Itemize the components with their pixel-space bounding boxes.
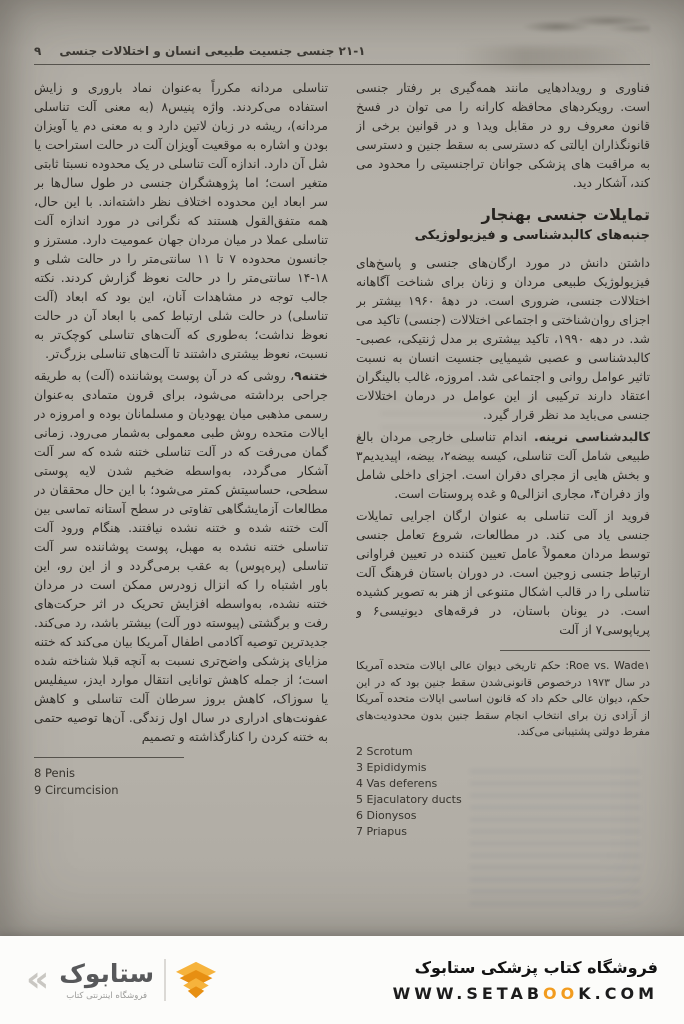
section-subheading: جنبه‌های کالبدشناسی و فیزیولوژیکی [414,228,650,243]
page-body [0,65,684,921]
footnote-text: Roe vs. Wade۱: حکم تاریخی دیوان عالی ایالات متحده آمریکا در سال ۱۹۷۳ درخصوص قانونی‌شدن سقط جنین بود که در این حکم، دیوان عالی حکم داد که قانون اساسی ایالات متحده آمریکا از آزادی زن برای انتخاب انجام سقط جنین بدون محدودیت‌های مفرط دولتی پشتیبانی می‌کند. [356,659,650,738]
page-number: ۹ [34,44,42,58]
brand-tagline: فروشگاه اینترنتی کتاب [66,991,148,1001]
paragraph: فناوری و رویدادهایی مانند همه‌گیری بر رفتار جنسی است. رویکردهای محافظه کارانه را می توان در فسخ قانون معروف رو در مقابل وید۱ و در قوانین برخی از قانونگذاران ایالتی که دسترسی به سقط جنین و دسترسی به مراقبت های پزشکی جوانان تراجنسیتی را محدود می کند، آشکار دید. [356,81,650,190]
scan-scribble-artifact [520,8,650,42]
paragraph-lead: کالبدشناسی نرینه. [526,430,650,444]
paragraph-lead: ختنه۹ [294,369,328,383]
page-header [34,44,650,58]
url-prefix: WWW.SETAB [392,983,544,1003]
footnote-item: 8 Penis [34,766,76,780]
chapter-title: ۲۱-۱ جنسی جنسیت طبیعی انسان و اختلالات جنسی [59,44,366,58]
footnote-item: 2 Scrotum [356,744,413,758]
paragraph [356,428,650,504]
footnote-list [34,765,328,799]
footnote-item: 7 Priapus [356,824,407,838]
paragraph: فروید از آلت تناسلی به عنوان ارگان اجرایی تمایلات جنسی یاد می کند. در مطالعات، شروع تعامل جنسی توسط مردان معمولاً عامل تعیین کننده در تعیین فراوانی ارتباط جنسی زوجین است. در دوران باستان فرهنگ آلت تناسلی را در قالب اشکال متنوعی از هنر به تصویر کشیده است. در یونان باستان، در فرقه‌های دیونیسی۶ و پریاپوسی۷ از آلت [356,509,650,637]
divider [164,959,166,1001]
setabook-logo-icon [176,961,216,999]
double-chevron-icon: « [26,958,50,1000]
paragraph-text: ، روشی که در آن پوست پوشاننده (آلت) به طریقه جراحی برداشته می‌شود، برای قرون متمادی به‌عنوان رسمی مذهبی میان یهودیان و مسلمانان بوده و امروزه در ایالات متحده روش طبی معمولی به‌شمار می‌رود. زمانی گمان می‌رفت که در آلت تناسلی ختنه شده که سر آلت آشکار می‌گردد، به‌واسطه ضخیم شدن لایه پوستی سطحی، حساسیتش کمتر می‌شود؛ با این حال محققان در مطالعات آزمایشگاهی تفاوتی در سطح آستانه تماسی بین آلت ختنه شده و ختنه نشده نیافتند. هنگام ورود آلت تناسلی ختنه نشده به مهبل، پوست پوشاننده سر آلت تناسلی (پره‌پوس) به عقب برمی‌گردد و از این رو، این باور اشتباه را که انزال زودرس ممکن است در مردان ختنه نشده، به‌واسطه افزایش تحریک در اثر حرکت‌های رفت و برگشتی (پیوسته دور آلت) بیشتر باشد، رد می‌کند. جدیدترین توصیه آکادمی اطفال آمریکا بیان می‌کند که ختنه مزایای پزشکی واضح‌تری نسبت به آنچه قبلا شناخته شده است؛ از جمله کاهش توانایی انتقال موارد ایدز، سیفلیس یا سوزاک، کاهش بروز سرطان آلت تناسلی و کاهش عفونت‌های ادراری در سال اول زندگی. آن‌ها توصیه حتمی به ختنه کردن را کنارگذاشته و تصمیم [34,369,328,744]
store-url [393,984,658,1003]
url-accent: OO [543,983,579,1003]
footnote-separator [500,650,650,651]
setabook-brand [26,959,216,1001]
publisher-footer [0,936,684,1024]
footnote-item: 4 Vas deferens [356,776,438,790]
footnote-item: 5 Ejaculatory ducts [356,792,462,806]
store-title: فروشگاه کتاب پزشکی ستابوک [414,957,658,977]
footnote-item: 6 Dionysos [356,808,417,822]
column-left [34,79,328,921]
footnote-item: 9 Circumcision [34,783,119,797]
column-right [356,79,650,921]
footnote-item: 3 Epididymis [356,760,427,774]
brand-wordmark [59,959,154,1001]
paragraph-text: اندام تناسلی خارجی مردان بالغ طبیعی شامل آلت تناسلی، کیسه بیضه۲، بیضه، اپیدیدیم۳ و بخش هایی از مجرای دفران است. اجزای داخلی شامل واز دفران۴، مجاری انزالی۵ و غده پروستات است. [356,430,650,501]
paragraph [34,367,328,747]
url-suffix: K.COM [578,983,658,1003]
brand-name: ستابوک [59,959,155,988]
footnote-list [356,744,650,840]
section-heading: تمایلات جنسی بهنجار [481,205,650,224]
paragraph: داشتن دانش در مورد ارگان‌های جنسی و پاسخ‌های فیزیولوژیک طبیعی مردان و زنان برای شناخت آگاهانه اختلالات جنسی، ضروری است. در دهۀ ۱۹۶۰ بیشتر بر اجزای روان‌شناختی و اجتماعی اختلالات (جنسی) تاکید می شد. در دهه ۱۹۹۰، تاکید بیشتری بر مدل ژنتیکی، عصبی-کالبدشناسی و عصبی شیمیایی جنسیت انسان به نسبت تاثیر عوامل روانی و اجتماعی شد. امروزه، غالب بالینگران اعتقاد دارند ترکیبی از این عوامل در درمان اختلالات جنسی می‌باید مد نظر قرار گیرد. [356,256,650,422]
store-info [393,958,658,1003]
paragraph: تناسلی مردانه مکرراً به‌عنوان نماد باروری و زایش استفاده می‌کردند. واژه پنیس۸ (به معنی آلت تناسلی مردانه)، ریشه در زبان لاتین دارد و به معنی دم یا آویزان بودن و اشاره به موقعیت آویزان آلت در حالت استراحت یا شل آن دارد. اندازه آلت تناسلی در یک محدوده نسبتا ثابتی متغیر است؛ اما پژوهشگران جنسی در طول سال‌ها بر سر ابعاد این محدوده اختلاف نظر داشته‌اند. با این حال، همه متفق‌القول هستند که نگرانی در مورد اندازه آلت تناسلی عملا در میان مردان جهان عمومیت دارد. مسترز و جانسون محدوده ۷ تا ۱۱ سانتی‌متر را در حالت شلی و ۱۸-۱۴ سانتی‌متر را در حالت نعوظ گزارش کردند. نکته جالب توجه در مشاهدات آنان، این بود که ابعاد (آلت تناسلی) در حالت شلی ارتباط کمی با ابعاد آن در حالت نعوظ نداشت؛ به‌طوری که آلت‌های تناسلی کوچک‌تر به نسبت، نعوظ بیشتری داشتند تا آلت‌های تناسلی بزرگ‌تر. [34,81,328,361]
footnote-separator [34,757,184,758]
